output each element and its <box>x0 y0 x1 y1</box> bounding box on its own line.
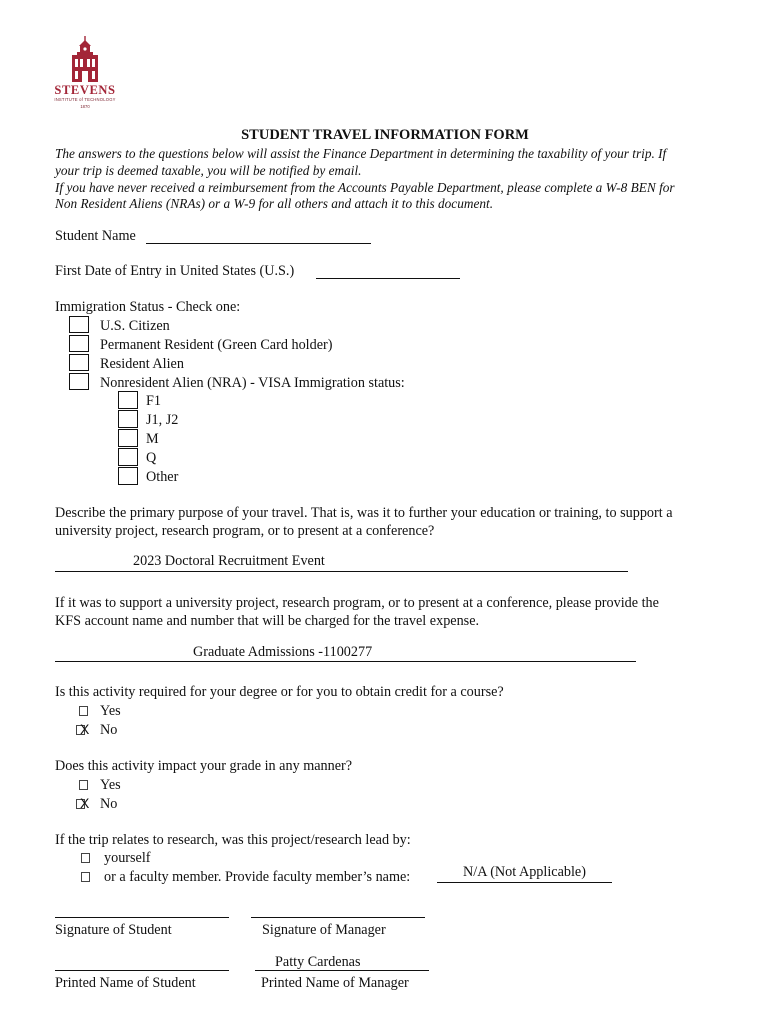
manager-printed-name[interactable]: Patty Cardenas <box>275 954 361 970</box>
visa-j1-label: J1, J2 <box>146 412 179 428</box>
intro-line-2: your trip is deemed taxable, you will be notified by email. <box>55 163 362 178</box>
manager-printed-name-label: Printed Name of Manager <box>261 975 409 991</box>
purpose-answer-line <box>55 571 628 572</box>
kfs-question-line-1: If it was to support a university project, research program, or to present at a conference, please provide the <box>55 595 659 611</box>
grade-question: Does this activity impact your grade in any manner? <box>55 758 353 774</box>
faculty-name-answer[interactable]: N/A (Not Applicable) <box>463 864 586 880</box>
immigration-label: Immigration Status - Check one: <box>55 299 241 315</box>
kfs-answer-line <box>55 661 636 662</box>
grade-yes-checkbox[interactable] <box>79 780 88 790</box>
intro-line-1: The answers to the questions below will assist the Finance Department in determining the taxability of your trip. If <box>55 146 667 161</box>
resident-alien-checkbox[interactable] <box>69 354 89 371</box>
entry-date-label: First Date of Entry in United States (U.S.) <box>55 263 295 279</box>
manager-printed-name-line <box>255 970 429 971</box>
intro-line-4: Non Resident Aliens (NRAs) or a W-9 for all others and attach it to this document. <box>55 196 494 211</box>
required-no-mark: X <box>80 721 90 737</box>
purpose-answer[interactable]: 2023 Doctoral Recruitment Event <box>133 553 325 569</box>
required-no-label: No <box>100 722 118 738</box>
manager-signature-line[interactable] <box>251 917 425 918</box>
research-yourself-label: yourself <box>104 850 151 866</box>
permanent-resident-checkbox[interactable] <box>69 335 89 352</box>
us-citizen-label: U.S. Citizen <box>100 318 170 334</box>
grade-no-mark: X <box>80 795 90 811</box>
purpose-question-line-2: university project, research program, or to present at a conference? <box>55 523 435 539</box>
grade-no-label: No <box>100 796 118 812</box>
required-yes-label: Yes <box>100 703 121 719</box>
visa-f1-label: F1 <box>146 393 161 409</box>
us-citizen-checkbox[interactable] <box>69 316 89 333</box>
student-name-field[interactable] <box>146 243 371 244</box>
visa-other-label: Other <box>146 469 179 485</box>
kfs-answer[interactable]: Graduate Admissions -1100277 <box>193 644 373 660</box>
faculty-name-line <box>437 882 612 883</box>
research-question: If the trip relates to research, was this project/research lead by: <box>55 832 411 848</box>
entry-date-field[interactable] <box>316 278 460 279</box>
student-printed-name-label: Printed Name of Student <box>55 975 196 991</box>
nonresident-alien-label: Nonresident Alien (NRA) - VISA Immigration status: <box>100 375 405 391</box>
purpose-question-line-1: Describe the primary purpose of your travel. That is, was it to further your education or training, to support a <box>55 505 673 521</box>
required-yes-checkbox[interactable] <box>79 706 88 716</box>
student-printed-name-line[interactable] <box>55 970 229 971</box>
visa-q-checkbox[interactable] <box>118 448 138 466</box>
kfs-question-line-2: KFS account name and number that will be charged for the travel expense. <box>55 613 480 629</box>
student-signature-line[interactable] <box>55 917 229 918</box>
tower-icon <box>50 36 120 82</box>
visa-m-checkbox[interactable] <box>118 429 138 447</box>
logo-year: 1870 <box>80 104 90 109</box>
resident-alien-label: Resident Alien <box>100 356 184 372</box>
permanent-resident-label: Permanent Resident (Green Card holder) <box>100 337 333 353</box>
research-faculty-checkbox[interactable] <box>81 872 90 882</box>
form-title: STUDENT TRAVEL INFORMATION FORM <box>241 127 529 143</box>
visa-j1-checkbox[interactable] <box>118 410 138 428</box>
manager-signature-label: Signature of Manager <box>262 922 386 938</box>
visa-f1-checkbox[interactable] <box>118 391 138 409</box>
intro-line-3: If you have never received a reimbursement from the Accounts Payable Department, please complete a W-8 BEN for <box>55 180 675 195</box>
student-name-label: Student Name <box>55 228 136 244</box>
nonresident-alien-checkbox[interactable] <box>69 373 89 390</box>
logo-wordmark: STEVENS <box>54 83 116 97</box>
visa-m-label: M <box>146 431 159 447</box>
research-faculty-label: or a faculty member. Provide faculty member’s name: <box>104 869 411 885</box>
research-yourself-checkbox[interactable] <box>81 853 90 863</box>
required-question: Is this activity required for your degree or for you to obtain credit for a course? <box>55 684 504 700</box>
stevens-logo <box>50 36 120 112</box>
logo-subtitle: INSTITUTE of TECHNOLOGY <box>54 97 116 102</box>
grade-yes-label: Yes <box>100 777 121 793</box>
visa-other-checkbox[interactable] <box>118 467 138 485</box>
student-signature-label: Signature of Student <box>55 922 172 938</box>
visa-q-label: Q <box>146 450 157 466</box>
